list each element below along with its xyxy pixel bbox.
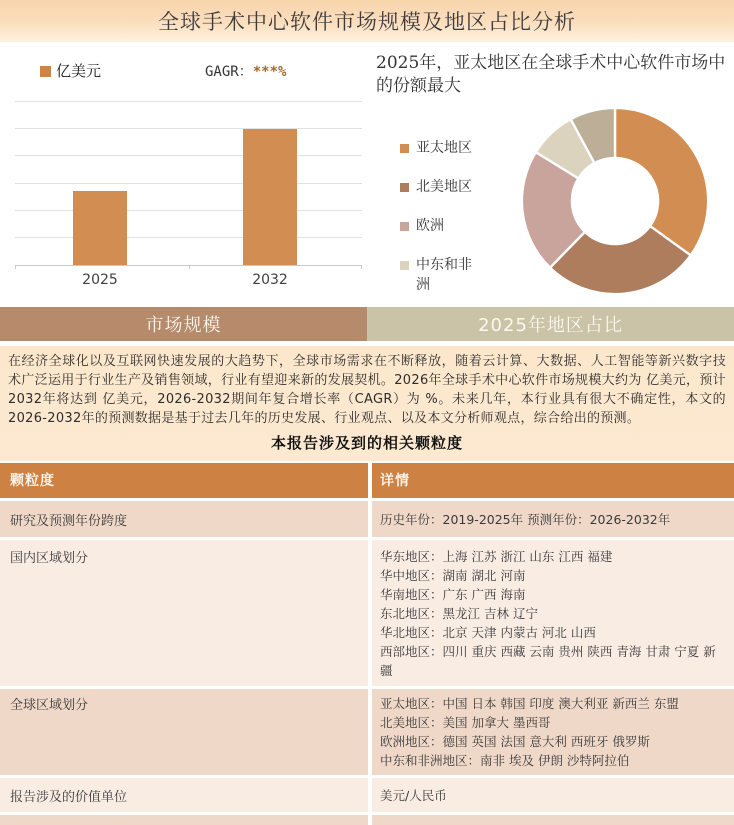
axis-tick: [361, 265, 362, 269]
legend-item: [400, 138, 476, 158]
row-label: 全球区域划分: [10, 698, 89, 713]
section-tabs: [0, 307, 734, 341]
gridline: [15, 210, 362, 211]
donut-chart-title: 2025年，亚太地区在全球手术中心软件市场中的份额最大: [376, 53, 726, 96]
detail-line: 美元/人民币: [380, 788, 447, 803]
bar-chart: [0, 42, 370, 307]
legend-swatch: [400, 183, 409, 192]
detail-line: 华北地区：北京 天津 内蒙古 河北 山西: [380, 625, 596, 640]
detail-line: 华东地区：上海 江苏 浙江 山东 江西 福建: [380, 549, 613, 564]
row-label-cell: [0, 501, 368, 537]
cutoff-right: [372, 815, 734, 825]
detail-line: 亚太地区：中国 日本 韩国 印度 澳大利亚 新西兰 东盟: [380, 696, 679, 711]
table-header-granularity: 颗粒度: [0, 463, 368, 498]
gridline: [15, 101, 362, 102]
detail-line: 华南地区：广东 广西 海南: [380, 587, 526, 602]
detail-line: 欧洲地区：德国 英国 法国 意大利 西班牙 俄罗斯: [380, 734, 650, 749]
detail-line: 西部地区：四川 重庆 西藏 云南 贵州 陕西 青海 甘肃 宁夏 新疆: [380, 644, 716, 678]
row-detail-cell: [372, 689, 734, 775]
row-detail-cell: [372, 540, 734, 686]
table-row-0: [0, 501, 734, 537]
gridline: [15, 183, 362, 184]
legend-label: 中东和非洲: [416, 257, 472, 293]
tab-market-size[interactable]: [0, 307, 367, 341]
x-tick-label: 2032: [252, 272, 288, 288]
gridline: [15, 155, 362, 156]
table-cutoff-row: [0, 815, 734, 825]
legend-label: 欧洲: [416, 218, 444, 234]
detail-line: 中东和非洲地区：南非 埃及 伊朗 沙特阿拉伯: [380, 753, 630, 768]
legend-swatch: [400, 144, 409, 153]
detail-line: 历史年份：2019-2025年 预测年份：2026-2032年: [380, 512, 671, 527]
table-header-row: [0, 463, 734, 498]
charts-section: [0, 42, 734, 307]
legend-swatch: [400, 222, 409, 231]
report-title-bar: [0, 0, 734, 42]
table-body: [0, 501, 734, 812]
row-detail-cell: [372, 501, 734, 537]
donut-svg: [517, 103, 713, 299]
legend-label: 亚太地区: [416, 140, 472, 156]
row-label-cell: [0, 689, 368, 775]
legend-label: 北美地区: [416, 179, 472, 195]
x-tick-label: 2025: [82, 272, 118, 288]
legend-item: [400, 255, 476, 295]
row-label: 研究及预测年份跨度: [10, 514, 128, 529]
row-label: 报告涉及的价值单位: [10, 790, 128, 805]
unit-legend-label: 亿美元: [56, 62, 102, 80]
donut-chart: [370, 42, 734, 307]
table-row-1: [0, 540, 734, 686]
table-row-2: [0, 689, 734, 775]
granularity-table: [0, 463, 734, 825]
cagr-prefix: GAGR：: [205, 64, 253, 80]
row-label-cell: [0, 540, 368, 686]
table-row-3: [0, 778, 734, 812]
row-detail-cell: [372, 778, 734, 812]
legend-swatch: [400, 261, 409, 270]
intro-paragraph: 在经济全球化以及互联网快速发展的大趋势下，全球市场需求在不断释放，随着云计算、大数据、人工智能等新兴数字技术广泛运用于行业生产及销售领域，行业有望迎来新的发展契机。2026年全球手术中心软件市场规模大约为 亿美元，预计2032年将达到 亿美元，2026-2032期间年复合增长率（CAGR）为 %。未来几年，本行业具有很大不确定性，本文的2026-2032年的预测数据是基于过去几年的历史发展、行业观点、以及本文分析师观点，综合给出的预测。: [8, 354, 726, 426]
detail-line: 北美地区：美国 加拿大 墨西哥: [380, 715, 551, 730]
page-title: 全球手术中心软件市场规模及地区占比分析: [158, 10, 576, 34]
axis-tick: [15, 265, 16, 269]
bar-2025: [73, 191, 127, 265]
legend-item: [400, 177, 476, 197]
detail-line: 华中地区：湖南 湖北 河南: [380, 568, 526, 583]
detail-line: 东北地区：黑龙江 吉林 辽宁: [380, 606, 538, 621]
cagr-label: [205, 61, 286, 81]
unit-legend-swatch: [40, 66, 51, 77]
bar-2032: [243, 129, 297, 265]
cutoff-left: [0, 815, 368, 825]
tab-market-size-label: 市场规模: [145, 315, 222, 336]
gridline: [15, 128, 362, 129]
legend-item: [400, 216, 476, 236]
axis-tick: [189, 265, 190, 269]
intro-section: [0, 346, 734, 461]
cagr-masked-value: ***%: [252, 64, 287, 80]
tab-region-share-label: 2025年地区占比: [478, 315, 623, 336]
bar-chart-legend: [40, 60, 370, 80]
donut-legend: [400, 138, 476, 314]
bar-plot: [15, 102, 362, 288]
table-header-detail: 详情: [372, 463, 734, 498]
granularity-table-title: 本报告涉及到的相关颗粒度: [270, 434, 463, 452]
row-label: 国内区域划分: [10, 551, 89, 566]
gridline: [15, 237, 362, 238]
row-label-cell: [0, 778, 368, 812]
